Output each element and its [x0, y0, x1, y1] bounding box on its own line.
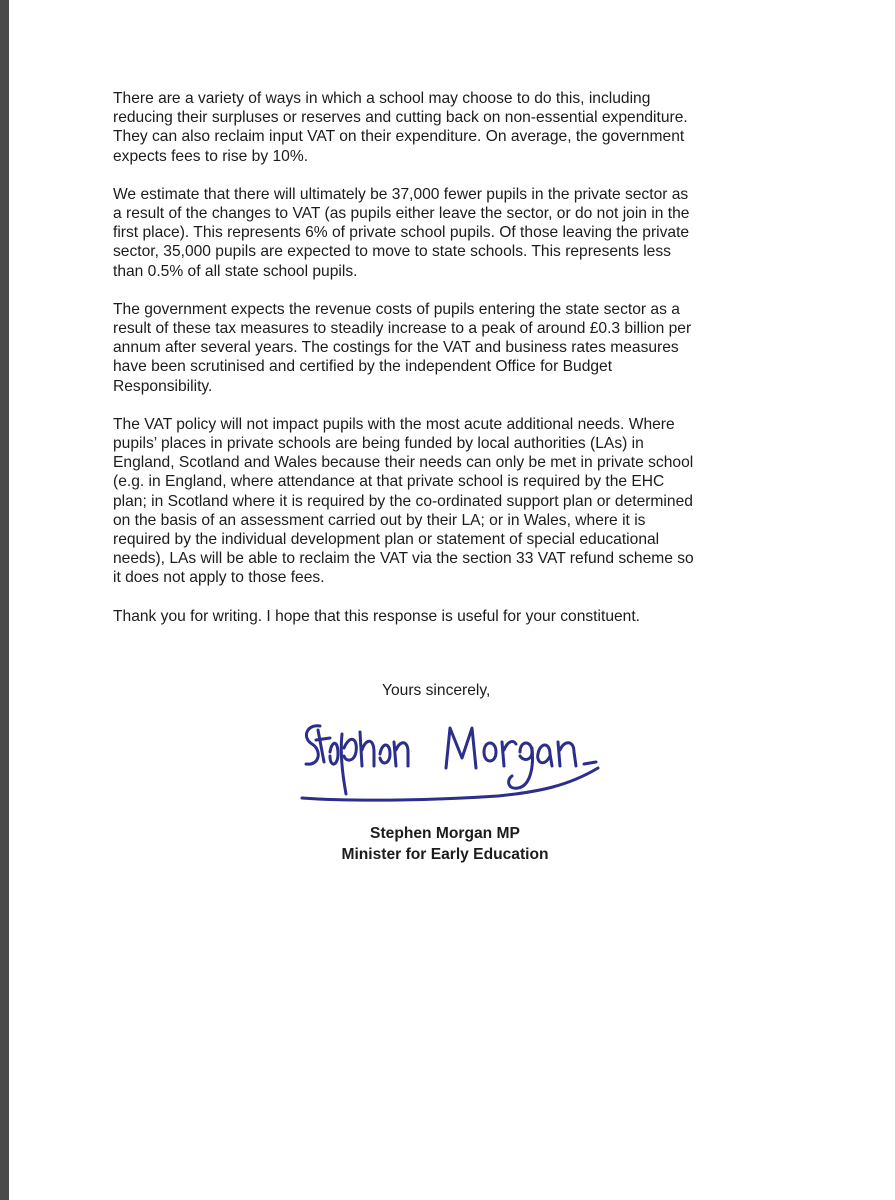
handwritten-signature: [298, 712, 608, 807]
letter-body: [113, 89, 803, 645]
paragraph-pupil-estimates: We estimate that there will ultimately be 37,000 fewer pupils in the private sector as a result of the changes to VAT (as pupils either leave the sector, or do not join in the first place). This represents 6% of private school pupils. Of those leaving the private sector, 35,000 pupils are expected to move to state schools. This represents less than 0.5% of all state school pupils.: [113, 185, 690, 280]
signer-name: Stephen Morgan MP: [370, 825, 520, 842]
signer-title: Minister for Early Education: [341, 846, 549, 863]
signer-block: [290, 823, 600, 865]
closing-line: Yours sincerely,: [382, 682, 491, 699]
paragraph-thanks: Thank you for writing. I hope that this response is useful for your constituent.: [113, 607, 640, 625]
paragraph-cost-absorption: There are a variety of ways in which a school may choose to do this, including reducing their surpluses or reserves and cutting back on non-essential expenditure. They can also reclaim input VAT on their expenditure. On average, the government expects fees to rise by 10%.: [113, 90, 688, 165]
paragraph-additional-needs: The VAT policy will not impact pupils with the most acute additional needs. Where pupils’ places in private schools are being funded by local authorities (LAs) in England, Scotland and Wales because their needs can only be met in private school (e.g. in England, where attendance at that private school is required by the EHC plan; in Scotland where it is required by the co-ordinated support plan or determined on the basis of an assessment carried out by their LA; or in Wales, where it is required by the individual development plan or statement of special educational needs), LAs will be able to reclaim the VAT via the section 33 VAT refund scheme so it does not apply to those fees.: [113, 415, 694, 587]
page-left-edge: [0, 0, 9, 1200]
paragraph-revenue-costs: The government expects the revenue costs of pupils entering the state sector as a result of these tax measures to steadily increase to a peak of around £0.3 billion per annum after several years. The costings for the VAT and business rates measures have been scrutinised and certified by the independent Office for Budget Responsibility.: [113, 300, 692, 395]
